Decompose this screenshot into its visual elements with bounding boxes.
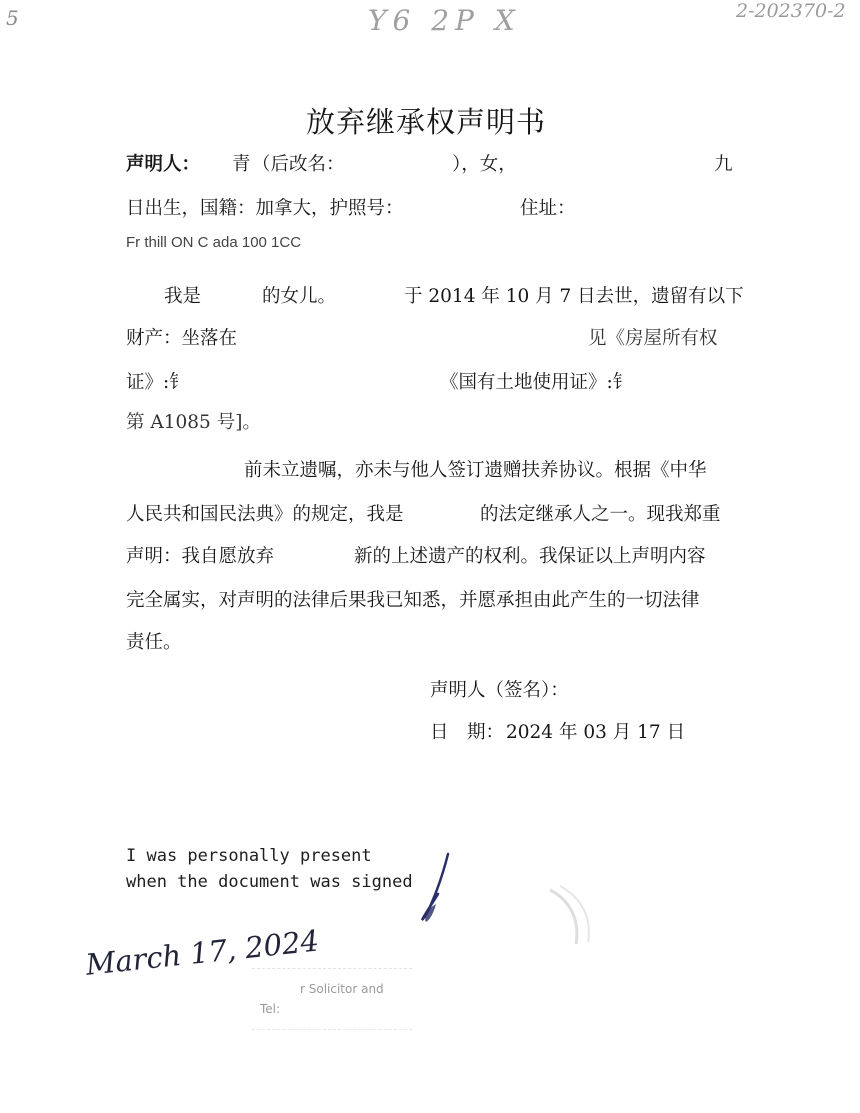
p2-line3-b: 新的上述遗产的权利。我保证以上声明内容 — [354, 546, 706, 567]
p2-line2-b: 的法定继承人之一。现我郑重 — [480, 504, 721, 525]
corner-mark-top: Y6 2P X — [368, 4, 521, 37]
former-name-label: （后改名： — [252, 154, 345, 175]
corner-reference-number: 2-202370-2 — [736, 0, 846, 22]
stamp-border — [252, 968, 412, 1030]
p1-line2-a: 财产：坐落在 — [126, 328, 238, 349]
witness-line-2: when the document was signed — [126, 872, 413, 892]
document-title: 放弃继承权声明书 — [306, 105, 547, 139]
witness-line-1: I was personally present — [126, 846, 372, 866]
declarant-name-fragment: 青 — [232, 154, 251, 175]
p1-line1-a: 我是 — [164, 286, 202, 307]
embossed-seal — [540, 880, 600, 950]
date-value: 2024 年 03 月 17 日 — [506, 722, 686, 743]
p2-line2-a: 人民共和国民法典》的规定，我是 — [126, 504, 404, 525]
birth-date-tail: 九 — [714, 154, 733, 175]
handwritten-date: March 17, 2024 — [84, 923, 321, 982]
stamp-line-2: Tel: — [260, 1002, 281, 1016]
p1-line4: 第 A1085 号]。 — [126, 412, 261, 433]
former-name-close: ），女， — [452, 154, 517, 175]
p2-line5: 责任。 — [126, 632, 182, 653]
p2-line4: 完全属实，对声明的法律后果我已知悉，并愿承担由此产生的一切法律 — [126, 590, 700, 611]
declarant-label: 声明人： — [126, 154, 201, 175]
p1-line1-c: 于 2014 年 10 月 7 日去世，遗留有以下 — [404, 286, 744, 307]
nationality-passport-line: 日出生，国籍：加拿大，护照号： — [126, 198, 404, 219]
p2-line3-a: 声明：我自愿放弃 — [126, 546, 275, 567]
p2-line1: 前未立遗嘱，亦未与他人签订遗赠扶养协议。根据《中华 — [244, 460, 707, 481]
stamp-line-1: r Solicitor and — [300, 982, 384, 996]
signature-label: 声明人（签名）： — [430, 680, 569, 701]
handwritten-signature-mark — [410, 850, 460, 926]
p1-line1-b: 的女儿。 — [262, 286, 337, 307]
date-label: 日 期： — [430, 722, 505, 743]
address-fragment: Fr thill ON C ada 100 1CC — [126, 234, 302, 248]
p1-line3-b: 《国有土地使用证》:钅 — [440, 372, 632, 393]
p1-line2-b: 见《房屋所有权 — [588, 328, 718, 349]
p1-line3-a: 证》:钅 — [126, 372, 188, 393]
address-label: 住址： — [520, 198, 576, 219]
corner-mark-left: 5 — [6, 6, 19, 30]
